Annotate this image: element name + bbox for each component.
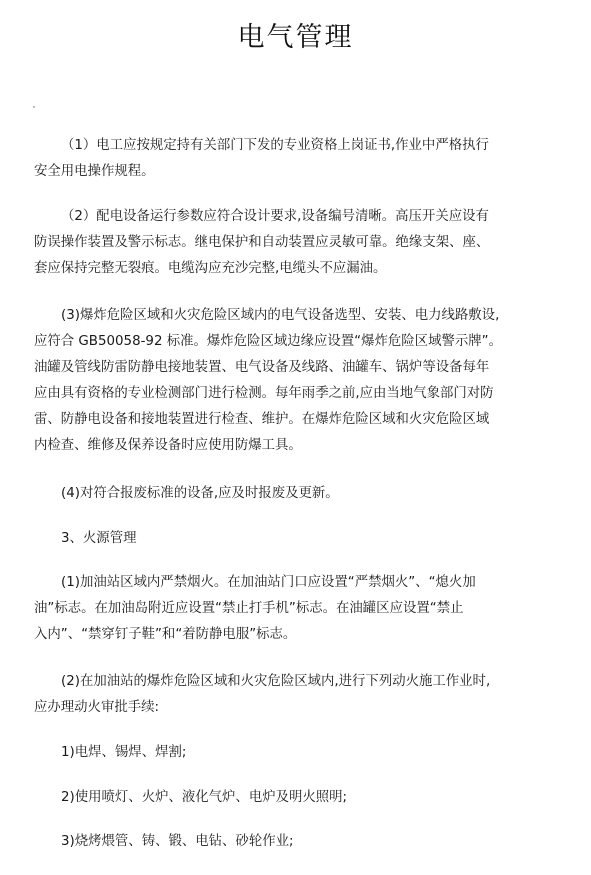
paragraph-line: 应由具有资格的专业检测部门进行检测。每年雨季之前,应由当地气象部门对防 [34,386,494,401]
list-item-grinding [34,829,562,855]
list-item-text: 1)电焊、锡焊、焊割; [61,745,187,760]
list-item-text: 2)使用喷灯、火炉、液化气炉、电炉及明火照明; [61,790,348,805]
paragraph-line: 内检查、维修及保养设备时应使用防爆工具。 [34,438,302,453]
paragraph-line: (3)爆炸危险区域和火灾危险区域内的电气设备选型、安装、电力线路敷设, [61,308,500,323]
paragraph-line: 套应保持完整无裂痕。电缆沟应充沙完整,电缆头不应漏油。 [34,261,387,276]
paragraph-explosion-hazard-areas [34,303,562,459]
paragraph-line: （2）配电设备运行参数应符合设计要求,设备编号清晰。高压开关应设有 [61,209,489,224]
page-title: 电气管理 [237,22,354,53]
paragraph-line: 防误操作装置及警示标志。继电保护和自动装置应灵敏可靠。绝缘支架、座、 [34,235,490,250]
section-heading-fire-source-management [34,526,562,552]
paragraph-no-fire-signs [34,570,562,648]
paragraph-line: (1)加油站区域内严禁烟火。在加油站门口应设置“严禁烟火”、“熄火加 [61,575,476,590]
stray-mark [33,106,35,108]
paragraph-line: (2)在加油站的爆炸危险区域和火灾危险区域内,进行下列动火施工作业时, [61,674,491,689]
paragraph-line: 应办理动火审批手续: [34,700,160,715]
paragraph-line: 入内”、“禁穿钉子鞋”和“着防静电服”标志。 [34,627,297,642]
paragraph-line: （1）电工应按规定持有关部门下发的专业资格上岗证书,作业中严格执行 [61,138,489,153]
list-item-text: 3)烧烤煨管、铸、锻、电钻、砂轮作业; [61,834,294,849]
paragraph-line: 雷、防静电设备和接地装置进行检查、维护。在爆炸危险区域和火灾危险区域 [34,412,490,427]
paragraph-line: 油罐及管线防雷防静电接地装置、电气设备及线路、油罐车、锅炉等设备每年 [34,360,490,375]
paragraph-equipment-scrapping [34,481,562,507]
paragraph-electrician-certification [34,133,562,185]
paragraph-distribution-equipment [34,204,562,282]
paragraph-hot-work-approval [34,669,562,721]
paragraph-line: 安全用电操作规程。 [34,164,155,179]
paragraph-line: (4)对符合报废标准的设备,应及时报废及更新。 [61,486,339,501]
paragraph-line: 油”标志。在加油岛附近应设置“禁止打手机”标志。在油罐区应设置“禁止 [34,601,464,616]
list-item-open-flame [34,785,562,811]
section-heading: 3、火源管理 [61,531,137,546]
list-item-welding [34,740,562,766]
paragraph-line: 应符合 GB50058-92 标准。爆炸危险区域边缘应设置“爆炸危险区域警示牌”。 [34,334,502,349]
